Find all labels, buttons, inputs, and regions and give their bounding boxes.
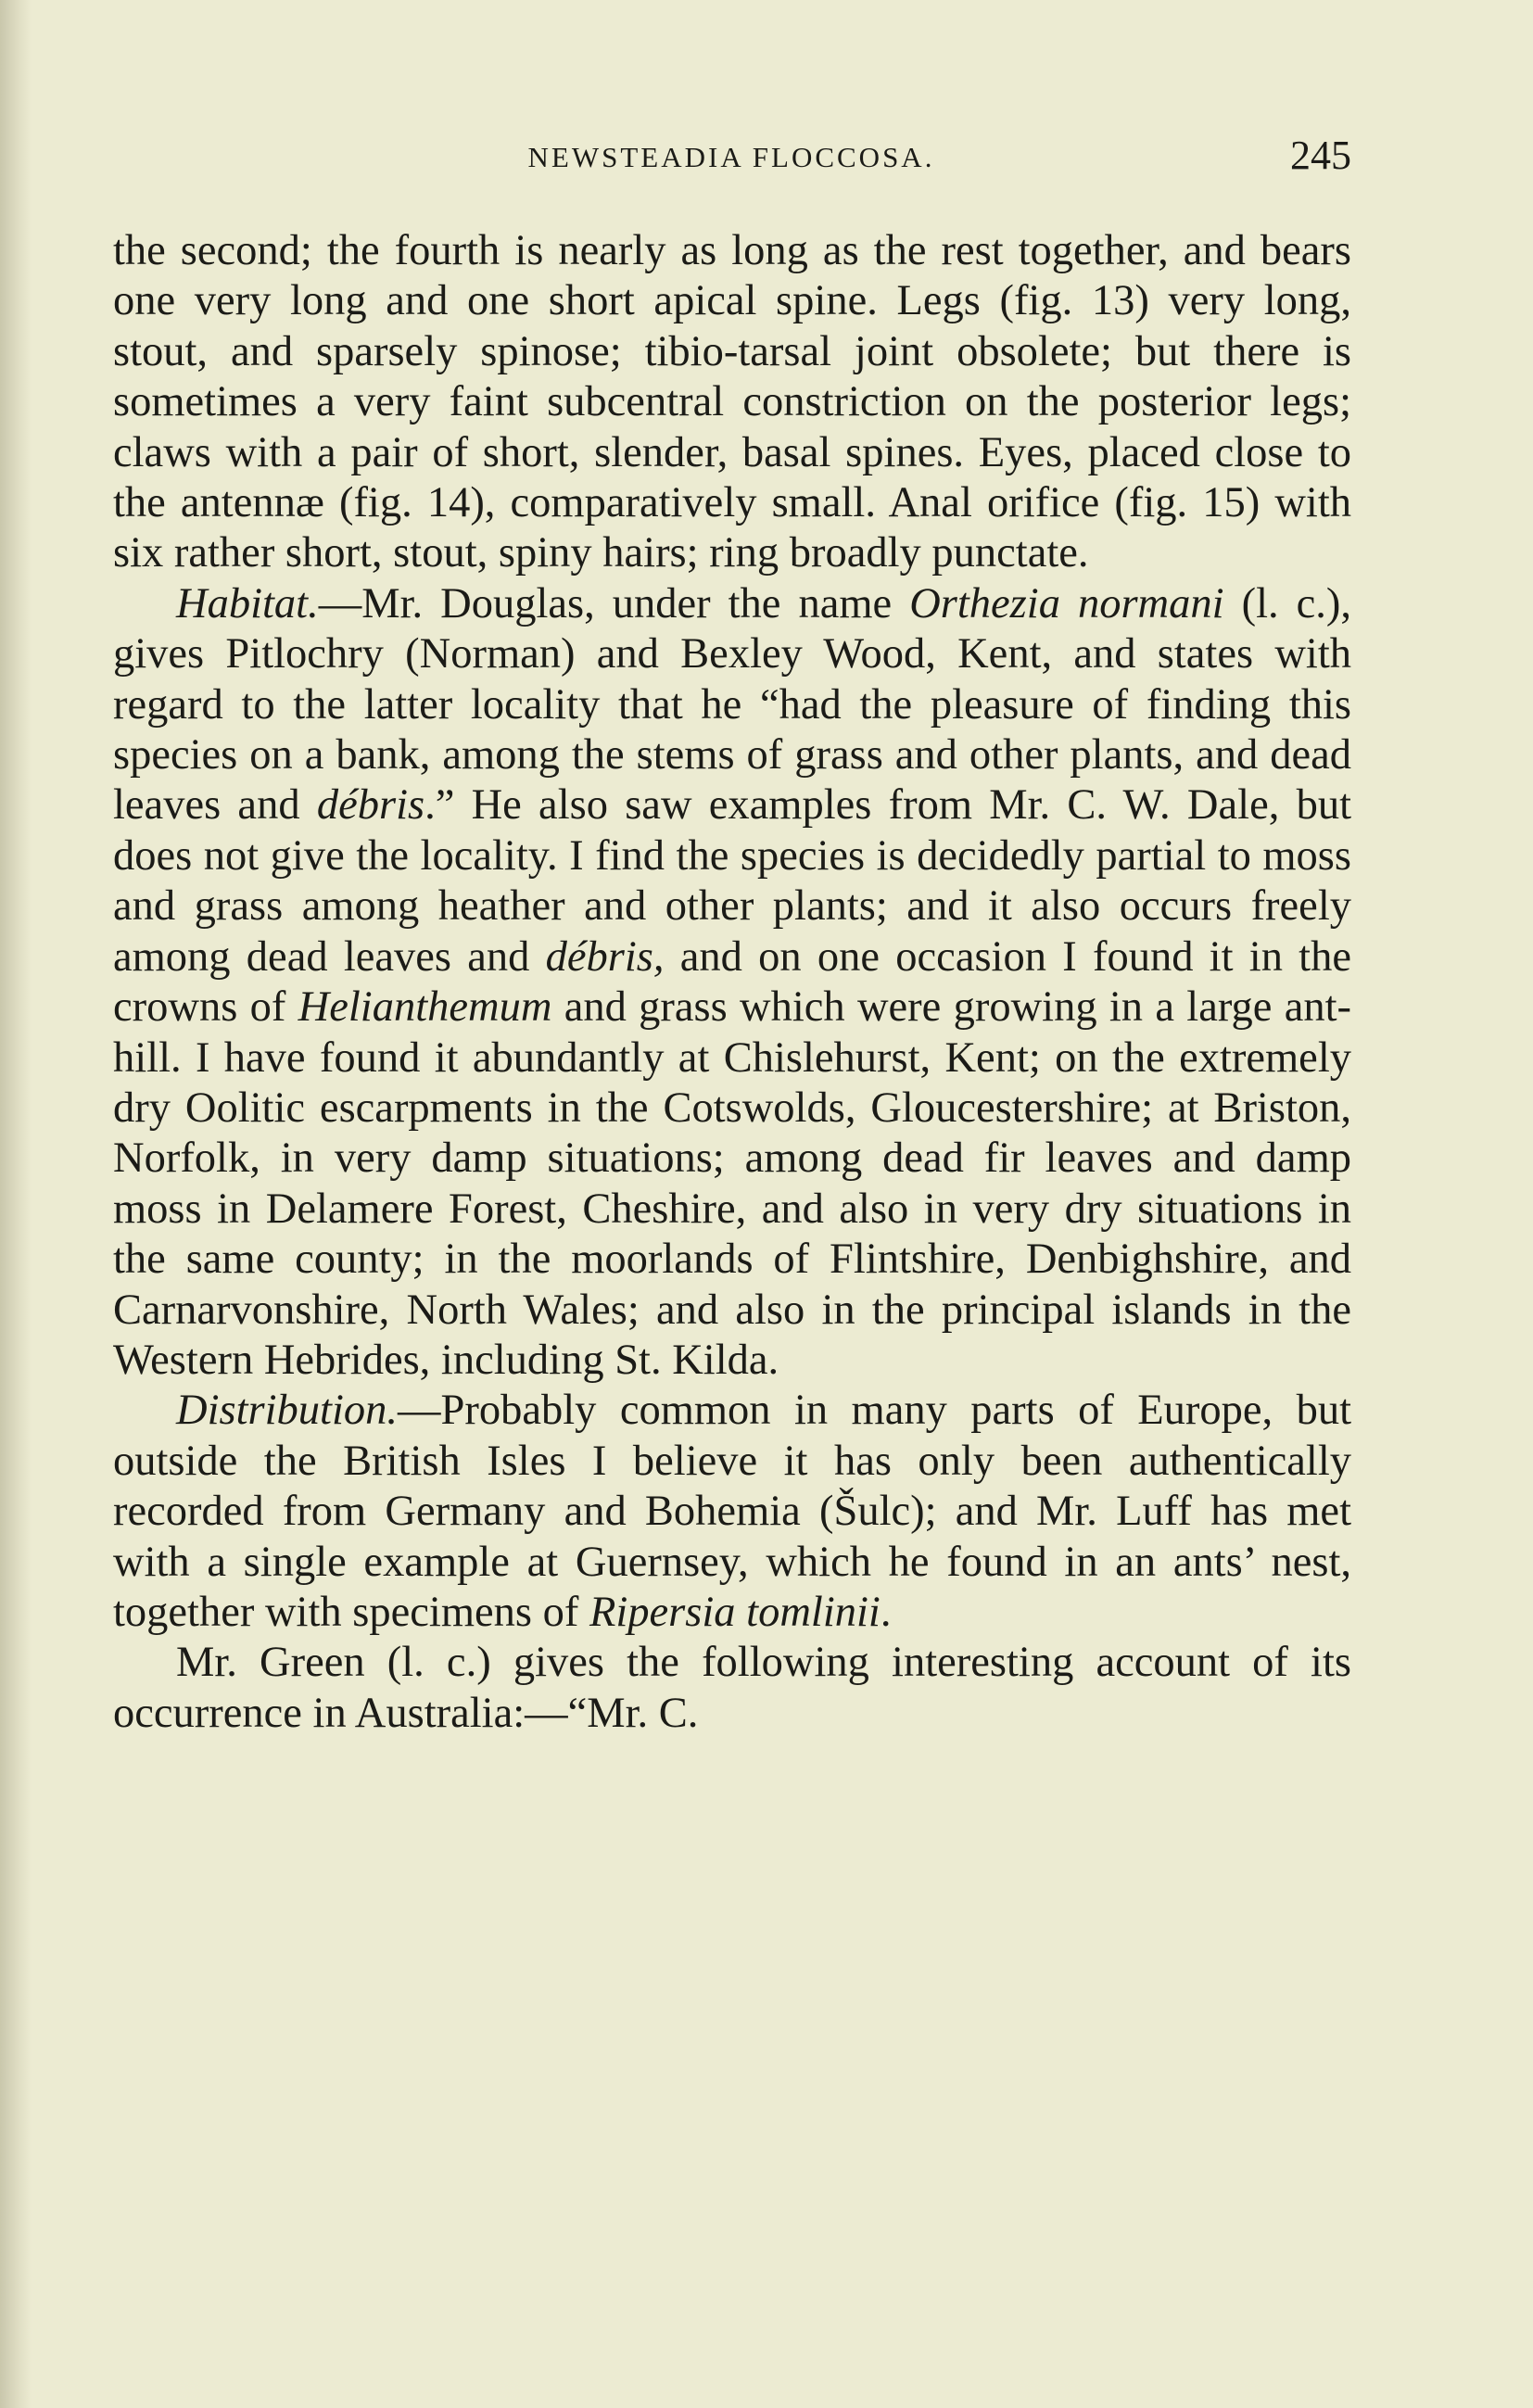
paragraph-green-account bbox=[113, 1638, 1351, 1739]
paragraph-habitat bbox=[113, 579, 1351, 1387]
habitat-text-4: and on one occasion I found it in the crowns of bbox=[113, 932, 1351, 1032]
habitat-text-1: —Mr. Douglas, under the name bbox=[318, 579, 910, 627]
habitat-heading: Habitat. bbox=[176, 579, 319, 627]
habitat-species-name: Orthezia normani bbox=[909, 579, 1224, 627]
paragraph-description-continued bbox=[113, 226, 1351, 579]
habitat-italic-debris: débris bbox=[316, 781, 425, 830]
distribution-text-1: —Probably common in many parts of Europe, but outside the British Isles I believe it has only been authentically recorded from Germany and Bohemia (Šulc); and Mr. Luff has met with a single example at Guernsey, which he found in an ants’ nest, together with specimens of bbox=[113, 1387, 1351, 1636]
paragraph-text: Mr. Green (l. c.) gives the following interesting account of its occurrence in Australia:—“Mr. C. bbox=[113, 1639, 1351, 1737]
habitat-text-3: .” He also saw examples from Mr. C. W. Dale, but does not give the locality. I find the species is decidedly partial to moss and grass among heather and other plants; and it also occurs freely among dead leaves and bbox=[113, 781, 1352, 981]
habitat-plant-genus: Helianthemum bbox=[298, 983, 552, 1032]
distribution-heading: Distribution. bbox=[176, 1387, 398, 1435]
paragraph-text: the second; the fourth is nearly as long as the rest together, and bears one very long and one short apical spine. Legs (fig. 13) very long, stout, and sparsely spinose; tibio-tarsal joint obsolete; but there is sometimes a very faint subcentral constriction on the posterior legs; claws with a pair of short, slender, basal spines. Eyes, placed close to the antennæ (fig. 14), comparatively small. Anal orifice (fig. 15) with six rather short, stout, spiny hairs; ring broadly punctate. bbox=[113, 227, 1351, 577]
habitat-text-5: and grass which were growing in a large ant-hill. I have found it abundantly at Chislehurst, Kent; on the extremely dry Oolitic escarpments in the Cotswolds, Gloucestershire; at Briston, Norfolk, in very damp situations; among dead fir leaves and damp moss in Delamere Forest, Cheshire, and also in very dry situations in the same county; in the moorlands of Flintshire, Denbighshire, and Carnarvonshire, North Wales; and also in the principal islands in the Western Hebrides, including St. Kilda. bbox=[113, 983, 1351, 1384]
page-edge-shadow bbox=[0, 0, 32, 2408]
habitat-italic-debris-2: débris, bbox=[545, 932, 665, 981]
page-number: 245 bbox=[1290, 133, 1351, 178]
page-header bbox=[111, 128, 1351, 184]
distribution-species-name: Ripersia tomlinii bbox=[589, 1588, 881, 1636]
habitat-text-2: (l. c.), gives Pitlochry (Norman) and Bexley Wood, Kent, and states with regard to the latter locality that he “had the pleasure of finding this species on a bank, among the stems of grass and other plants, and dead leaves and bbox=[113, 579, 1351, 830]
distribution-text-2: . bbox=[880, 1588, 892, 1636]
running-title: NEWSTEADIA FLOCCOSA. bbox=[527, 141, 935, 173]
paragraph-distribution bbox=[113, 1386, 1351, 1638]
body-text bbox=[113, 226, 1351, 1739]
